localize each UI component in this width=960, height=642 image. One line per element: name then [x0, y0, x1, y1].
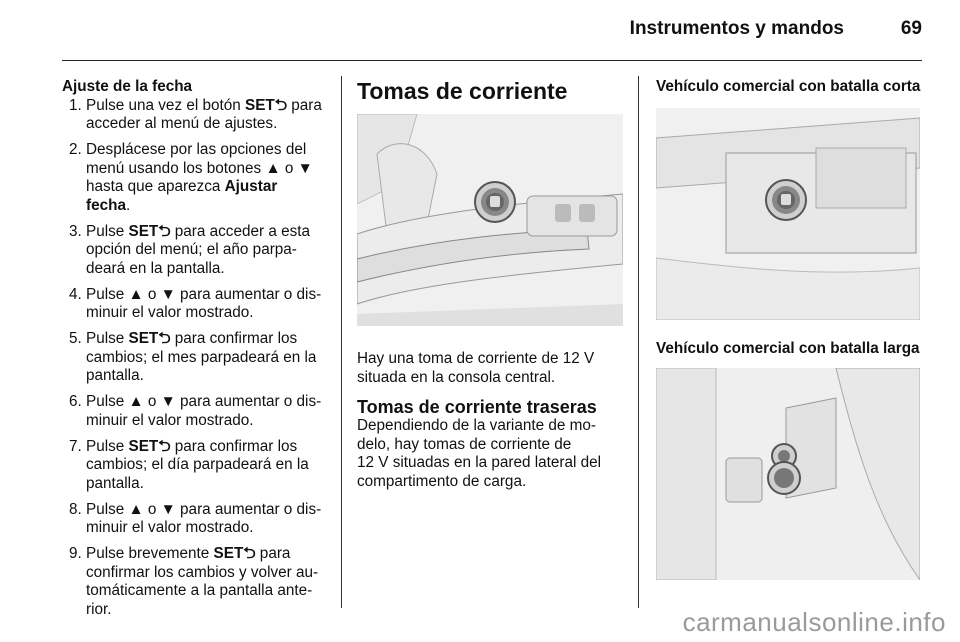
step-text: para acceder al menú de ajustes.: [86, 96, 322, 132]
step-text: para acceder a esta opción del menú; el año parpa- deará en la pantalla.: [86, 222, 310, 277]
watermark: carmanualsonline.info: [682, 607, 946, 637]
long-wheelbase-caption: Vehículo comercial con batalla larga: [656, 339, 920, 357]
step-number: 7.: [69, 437, 82, 455]
step-text: Desplácese por las opciones del menú usando los botones ▲ o ▼ hasta que aparezca: [86, 141, 313, 195]
step-text: Pulse ▲ o ▼ para aumentar o dis- minuir el valor mostrado.: [86, 393, 322, 429]
step-text: .: [125, 196, 131, 214]
step-text: Pulse: [86, 222, 129, 240]
step-item: [62, 141, 324, 215]
vehicle-variants-column: [656, 78, 922, 580]
step-text: para confirmar los cambios; el día parpadeará en la pantalla.: [86, 437, 309, 492]
step-number: 3.: [69, 222, 82, 240]
rear-outlets-text: Dependiendo de la variante de mo- delo, hay tomas de corriente de 12 V situadas en la pared lateral del compartimento de carga.: [357, 417, 602, 490]
step-text: Pulse ▲ o ▼ para aumentar o dis- minuir el valor mostrado.: [86, 285, 322, 321]
step-number: 2.: [69, 141, 82, 158]
step-item: [62, 286, 324, 323]
center-console-outlet-illustration: [357, 114, 623, 326]
rear-outlets-heading: Tomas de corriente traseras: [357, 397, 597, 417]
column-divider: [638, 76, 639, 608]
step-item: [62, 223, 324, 279]
date-settings-column: [62, 78, 324, 627]
step-text: para confirmar los cambios; el mes parpadeará en la pantalla.: [86, 330, 317, 384]
page-number: 69: [900, 18, 922, 39]
short-wheelbase-caption: Vehículo comercial con batalla corta: [656, 78, 921, 95]
step-item: [62, 393, 324, 430]
step-keyword: SET⮌: [128, 222, 171, 240]
step-text: para confirmar los cambios y volver au- tomáticamente a la pantalla ante- rior.: [86, 545, 319, 618]
step-text: Pulse una vez el botón: [86, 96, 246, 114]
step-item: [62, 438, 324, 494]
step-item: [62, 97, 324, 134]
power-outlets-column: [357, 78, 623, 491]
step-item: [62, 330, 324, 386]
step-keyword: SET⮌: [128, 437, 171, 455]
step-number: 9.: [69, 545, 82, 562]
step-text: Pulse: [86, 330, 129, 347]
step-number: 4.: [69, 285, 82, 303]
short-wheelbase-outlet-illustration: [656, 108, 920, 320]
long-wheelbase-outlet-illustration: [656, 368, 920, 580]
step-keyword: SET⮌: [128, 330, 171, 347]
step-number: 8.: [69, 500, 82, 518]
column-divider: [341, 76, 342, 608]
page-header-title: Instrumentos y mandos: [629, 18, 844, 39]
section-title: Tomas de corriente: [357, 78, 568, 104]
step-keyword: Ajustar fecha: [86, 178, 278, 214]
step-keyword: SET⮌: [245, 96, 288, 114]
steps-list: [62, 97, 324, 620]
step-item: [62, 545, 324, 619]
header-rule: [62, 60, 922, 61]
step-text: Pulse brevemente: [86, 545, 214, 562]
date-settings-heading: Ajuste de la fecha: [62, 78, 193, 95]
step-number: 1.: [69, 96, 82, 114]
step-number: 6.: [69, 393, 82, 410]
step-text: Pulse ▲ o ▼ para aumentar o dis- minuir el valor mostrado.: [86, 500, 322, 536]
step-keyword: SET⮌: [213, 545, 256, 562]
step-item: [62, 501, 324, 538]
step-number: 5.: [69, 330, 82, 347]
step-text: Pulse: [86, 437, 129, 455]
console-outlet-text: Hay una toma de corriente de 12 V situada en la consola central.: [357, 350, 595, 386]
